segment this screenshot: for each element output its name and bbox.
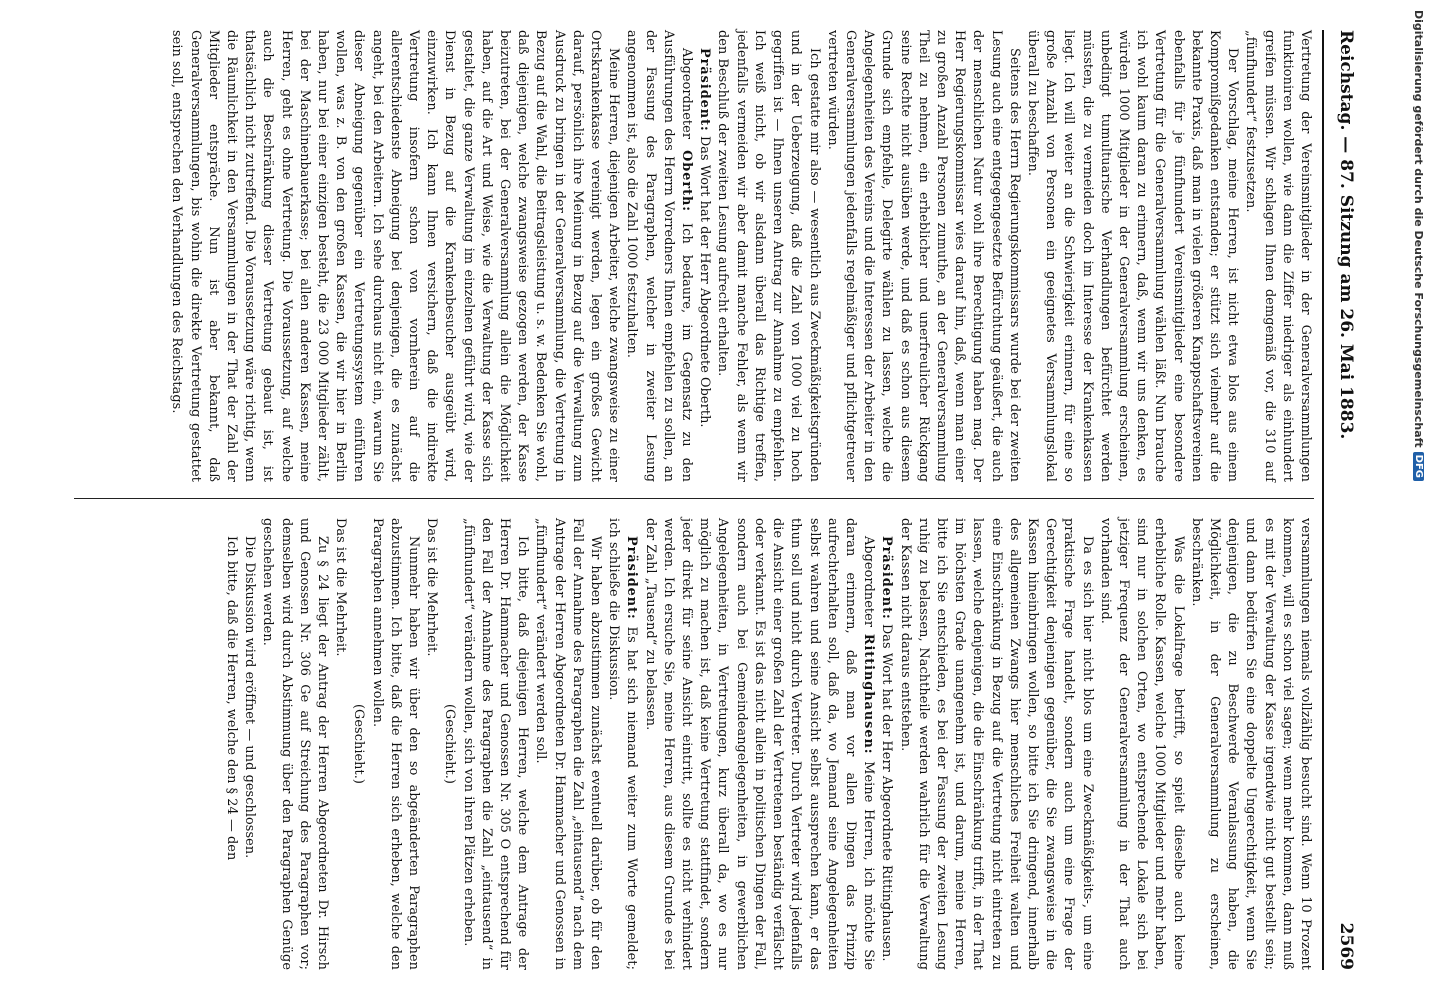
paragraph: Meine Herren, diejenigen Arbeiter, welche zwangsweise zu einer Ortskrankenkasse vereinigt werden, legen ein großes Gewicht darauf, persönlich ihre Meinung in Bezug auf die Verwaltung zum Ausdruck zu bringen in der Generalversammlung, die Vertretung in Bezug auf die Wahl, die Beitragsleistung u. s. w. Bedenken Sie wohl, daß diejenigen, welche zwangsweise gezogen werden, der Kasse beizutreten, bei der Generalversammlung allein die Möglichkeit haben, auf die Art und Weise, wie die Verwaltung der Kasse sich gestaltet, die ganze Verwaltung im einzelnen geführt wird, wie der Dienst in Bezug auf die Krankenbesucher ausgeübt wird, einzuwirken. Ich kann Ihnen versichern, daß die indirekte Vertretung insofern schon von vornherein auf die allerentschiedenste Abneigung bei denjenigen, die es zunächst angeht, bei den Arbeitern. Ich sehe durchaus nicht ein, warum Sie dieser Abneigung gegenüber ein Vertretungssystem einführen wollen, was z. B. von den großen Kassen, die wir hier in Berlin haben, nur bei einer einzigen besteht, die 23 000 Mitglieder zählt, bei der Maschinenbauerkasse; bei allen anderen Kassen, meine Herren, geht es ohne Vertretung. Die Voraussetzung, auf welche auch die Beschränkung dieser Vertretung gebaut ist, ist thatsächlich nicht zutreffend. Die Voraussetzung wäre richtig, wenn die Räumlichkeit in den Versammlungen in der That der Zahl der Mitglieder entspräche. Nun ist aber bekannt, daß Generalversammlungen, bis wohin die direkte Vertretung gestattet sein soll, entsprechen den Verhandlungen des Reichstags. (169, 30, 622, 482)
page-number: 2569 (1336, 922, 1356, 970)
paragraph: Ich gestatte mir also — wesentlich aus Zweckmäßigkeitsgründen und in der Ueberzeugung, daß die Zahl von 1000 viel zu hoch gegriffen ist — Ihnen unseren Antrag zur Annahme zu empfehlen. Ich weiß nicht, ob wir alsdann überall das Richtige treffen, jedenfalls vermeiden wir aber damit manche Fehler, als wenn wir den Beschluß der zweiten Lesung aufrecht erhalten. (715, 30, 822, 482)
dfg-logo: DFG (1414, 452, 1425, 481)
statement-text: Es hat sich niemand weiter zum Worte gemeldet; ich schließe die Diskussion. (606, 518, 640, 970)
speaker-prefix: Abgeordneter (861, 536, 877, 628)
paragraph: Was die Lokalfrage betrifft, so spielt dieselbe auch keine erhebliche Rolle. Kassen, welche 1000 Mitglieder und mehr haben, sind nur in solchen Orten, wo entsprechende Lokale sich bei jetziger Frequenz der Generalversammlung in der That auch vorhanden sind. (1097, 518, 1186, 970)
paragraph: Da es sich hier nicht blos um eine Zweckmäßigkeits-, um eine praktische Frage handelt, sondern auch um eine Frage der Gerechtigkeit denjenigen gegenüber, die Sie zwangsweise in die Kassen hineinbringen wollen, so bitte ich Sie dringend, innerhalb des allgemeinen Zwangs hier menschliches Freiheit walten und eine Einschränkung in Bezug auf die Vertretung nicht eintreten zu lassen, welche denjenigen, die die Einschränkung trifft, in der That im höchsten Grade unangenehm ist, und darum, meine Herren, bitte ich Sie entschieden, es bei der Fassung der zweiten Lesung ruhig zu belassen, Nachtheile werden wahrlich für die Verwaltung der Kassen nicht daraus entstehen. (897, 518, 1095, 970)
column-separator (74, 498, 1314, 499)
paragraph: Ich bitte, daß diejenigen Herren, welche dem Antrage der Herren Dr. Hammacher und Genossen Nr. 305 O entsprechend für den Fall der Annahme des Paragraphen die Zahl „eintausend“ in „fünfhundert“ verändern wollen, sich von ihren Plätzen erheben. (460, 518, 531, 970)
paragraph: Vertretung der Vereinsmitglieder in der Generalversammlungen funktioniren wollen, wie dann die Ziffer niedriger als einhundert greifen müssen. Wir schlagen Ihnen demgemäß vor, die 310 auf „fünfhundert“ festzusetzen. (1243, 30, 1313, 482)
president-statement (877, 518, 895, 970)
stamp-text: Digitalisierung gefördert durch die Deutsche Forschungsgemeinschaft (1412, 10, 1426, 448)
statement-text: Meine Herren, ich möchte Sie daran erinnern, daß man vor allen Dingen das Prinzip aufrechterhalten soll, daß da, wo Jemand seine Angelegenheiten selbst wahren und seine Ansicht selbst aussprechen kann, er das thun soll und nicht durch Vertreter. Durch Vertreter wird jedenfalls die Ansicht einer großen Zahl der Vertretenen beständig verfälscht oder verkannt. Es ist das nicht allein in politischen Dingen der Fall, sondern auch bei Gemeindeangelegenheiten, in gewerblichen Angelegenheiten, in Vertretungen, kurz überall da, wo es nur möglich zu machen ist, daß keine Vertretung stattfindet, sondern jeder direkt für seine Ansicht eintritt, sollte es nicht verhindert werden. Ich ersuche Sie, meine Herren, aus diesem Grunde es bei der Zahl „Tausend“ zu belassen. (642, 518, 877, 970)
paragraph: Nunmehr haben wir über den so abgeänderten Paragraphen abzustimmen. Ich bitte, daß die Herren sich erheben, welche den Paragraphen annehmen wollen. (369, 518, 422, 970)
paragraph: Das ist die Mehrheit. (424, 518, 440, 657)
stage-direction: (Geschieht.) (442, 703, 458, 785)
statement-text: Ich bedaure, im Gegensatz zu den Ausführungen des Herrn Vorredners Ihnen empfehlen zu sollen, an der Fassung des Paragraphen, welcher in zweiter Lesung angenommen ist, also die Zahl 1000 festzuhalten. (624, 30, 695, 482)
paragraph: Die Diskussion wird eröffnet — und geschlossen. (242, 536, 258, 859)
paragraph: versammlungen niemals vollzählig besucht sind. Wenn 10 Prozent kommen, will es schon viel sagen; wenn mehr kommen, dann muß es mit der Verwaltung der Kasse irgendwie nicht gut bestellt sein; und dann bedürfen Sie eine doppelte Ungerechtigkeit, wenn Sie denjenigen, die zu Beschwerde Veranlassung haben, die Möglichkeit, in der Generalversammlung zu erscheinen, beschränken. (1188, 518, 1313, 970)
speaker-label: Rittinghausen: (861, 633, 877, 755)
speaker-label: Präsident: (624, 536, 640, 620)
paragraph: Ich bitte, daß die Herren, welche den § 24 — den (224, 536, 240, 861)
left-column (66, 30, 1314, 482)
right-column (66, 518, 1314, 970)
header-title: Reichstag. — 87. Sitzung am 26. Mai 1883. (1336, 30, 1356, 440)
president-statement (604, 518, 640, 970)
speaker-prefix: Abgeordneter (679, 48, 695, 140)
paragraph: Wir haben abzustimmen zunächst eventuell darüber, ob für den Fall der Annahme des Paragraphen die Zahl „eintausend“ nach dem Antrage der Herren Abgeordneten Dr. Hammacher und Genossen in „fünfhundert“ verändert werden soll. (533, 518, 604, 970)
running-head (1326, 30, 1366, 970)
speaker-label: Präsident: (879, 536, 895, 620)
digitization-stamp (1410, 10, 1428, 590)
paragraph: Zu § 24 liegt der Antrag der Herren Abgeordneten Dr. Hirsch und Genossen Nr. 306 Ge auf Streichung des Paragraphen vor; demselben wird durch Abstimmung über den Paragraphen Genüge geschehen werden. (260, 518, 331, 970)
speaker-label: Oberth: (679, 150, 695, 213)
header-rule (1322, 30, 1324, 970)
stage-direction: (Geschieht.) (351, 703, 367, 785)
statement-text: Das Wort hat der Herr Abgeordnete Rittinghausen. (879, 623, 895, 962)
speech-intro (640, 518, 877, 970)
speaker-label: Präsident: (697, 48, 713, 132)
paragraph: Seitens des Herrn Regierungskommissars wurde bei der zweiten Lesung auch eine entgegengesetzte Befürchtung geäußert, die auch der menschlichen Natur wohl ihre Berechtigung haben mag. Der Herr Regierungskommissar wies darauf hin, daß, wenn man einer zu großen Anzahl Personen zumuthe, an der Generalversammlung Theil zu nehmen, ein erheblicher und unerfreulicher Rückgang seine Rechte nicht ausüben werde, und daß es schon aus diesem Grunde sich empfehle, Delegirte wählen zu lassen, welche die Angelegenheiten des Vereins und die Interessen der Arbeiter in den Generalversammlungen jedenfalls regelmäßiger und pflichtgetreuer vertreten würden. (824, 30, 1022, 482)
statement-text: Das Wort hat der Herr Abgeordnete Oberth. (697, 135, 713, 428)
paragraph: Der Vorschlag, meine Herren, ist nicht etwa blos aus einem Kompromißgedanken entstanden; er stützt sich vielmehr auf die bekannte Praxis, daß man in vielen größeren Knappschaftsvereinen ebenfalls für je fünfhundert Vereinsmitglieder eine besondere Vertretung für die Generalversammlung wählen läßt. Nun brauche ich wohl kaum daran zu erinnern, daß, wenn wir uns denken, es würden 1000 Mitglieder in der Generalversammlung erscheinen, unbedingt tumultuarische Verhandlungen befürchtet werden müssten, die zu vermeiden doch im Interesse der Krankenkassen liegt. Ich will weiter an die Schwierigkeit erinnern, für eine so große Anzahl von Personen ein geeignetes Versammlungslokal überall zu beschaffen. (1024, 30, 1241, 482)
president-statement (695, 30, 713, 482)
document-page (66, 30, 1366, 970)
speech-intro (622, 30, 695, 482)
paragraph: Das ist die Mehrheit. (333, 518, 349, 657)
